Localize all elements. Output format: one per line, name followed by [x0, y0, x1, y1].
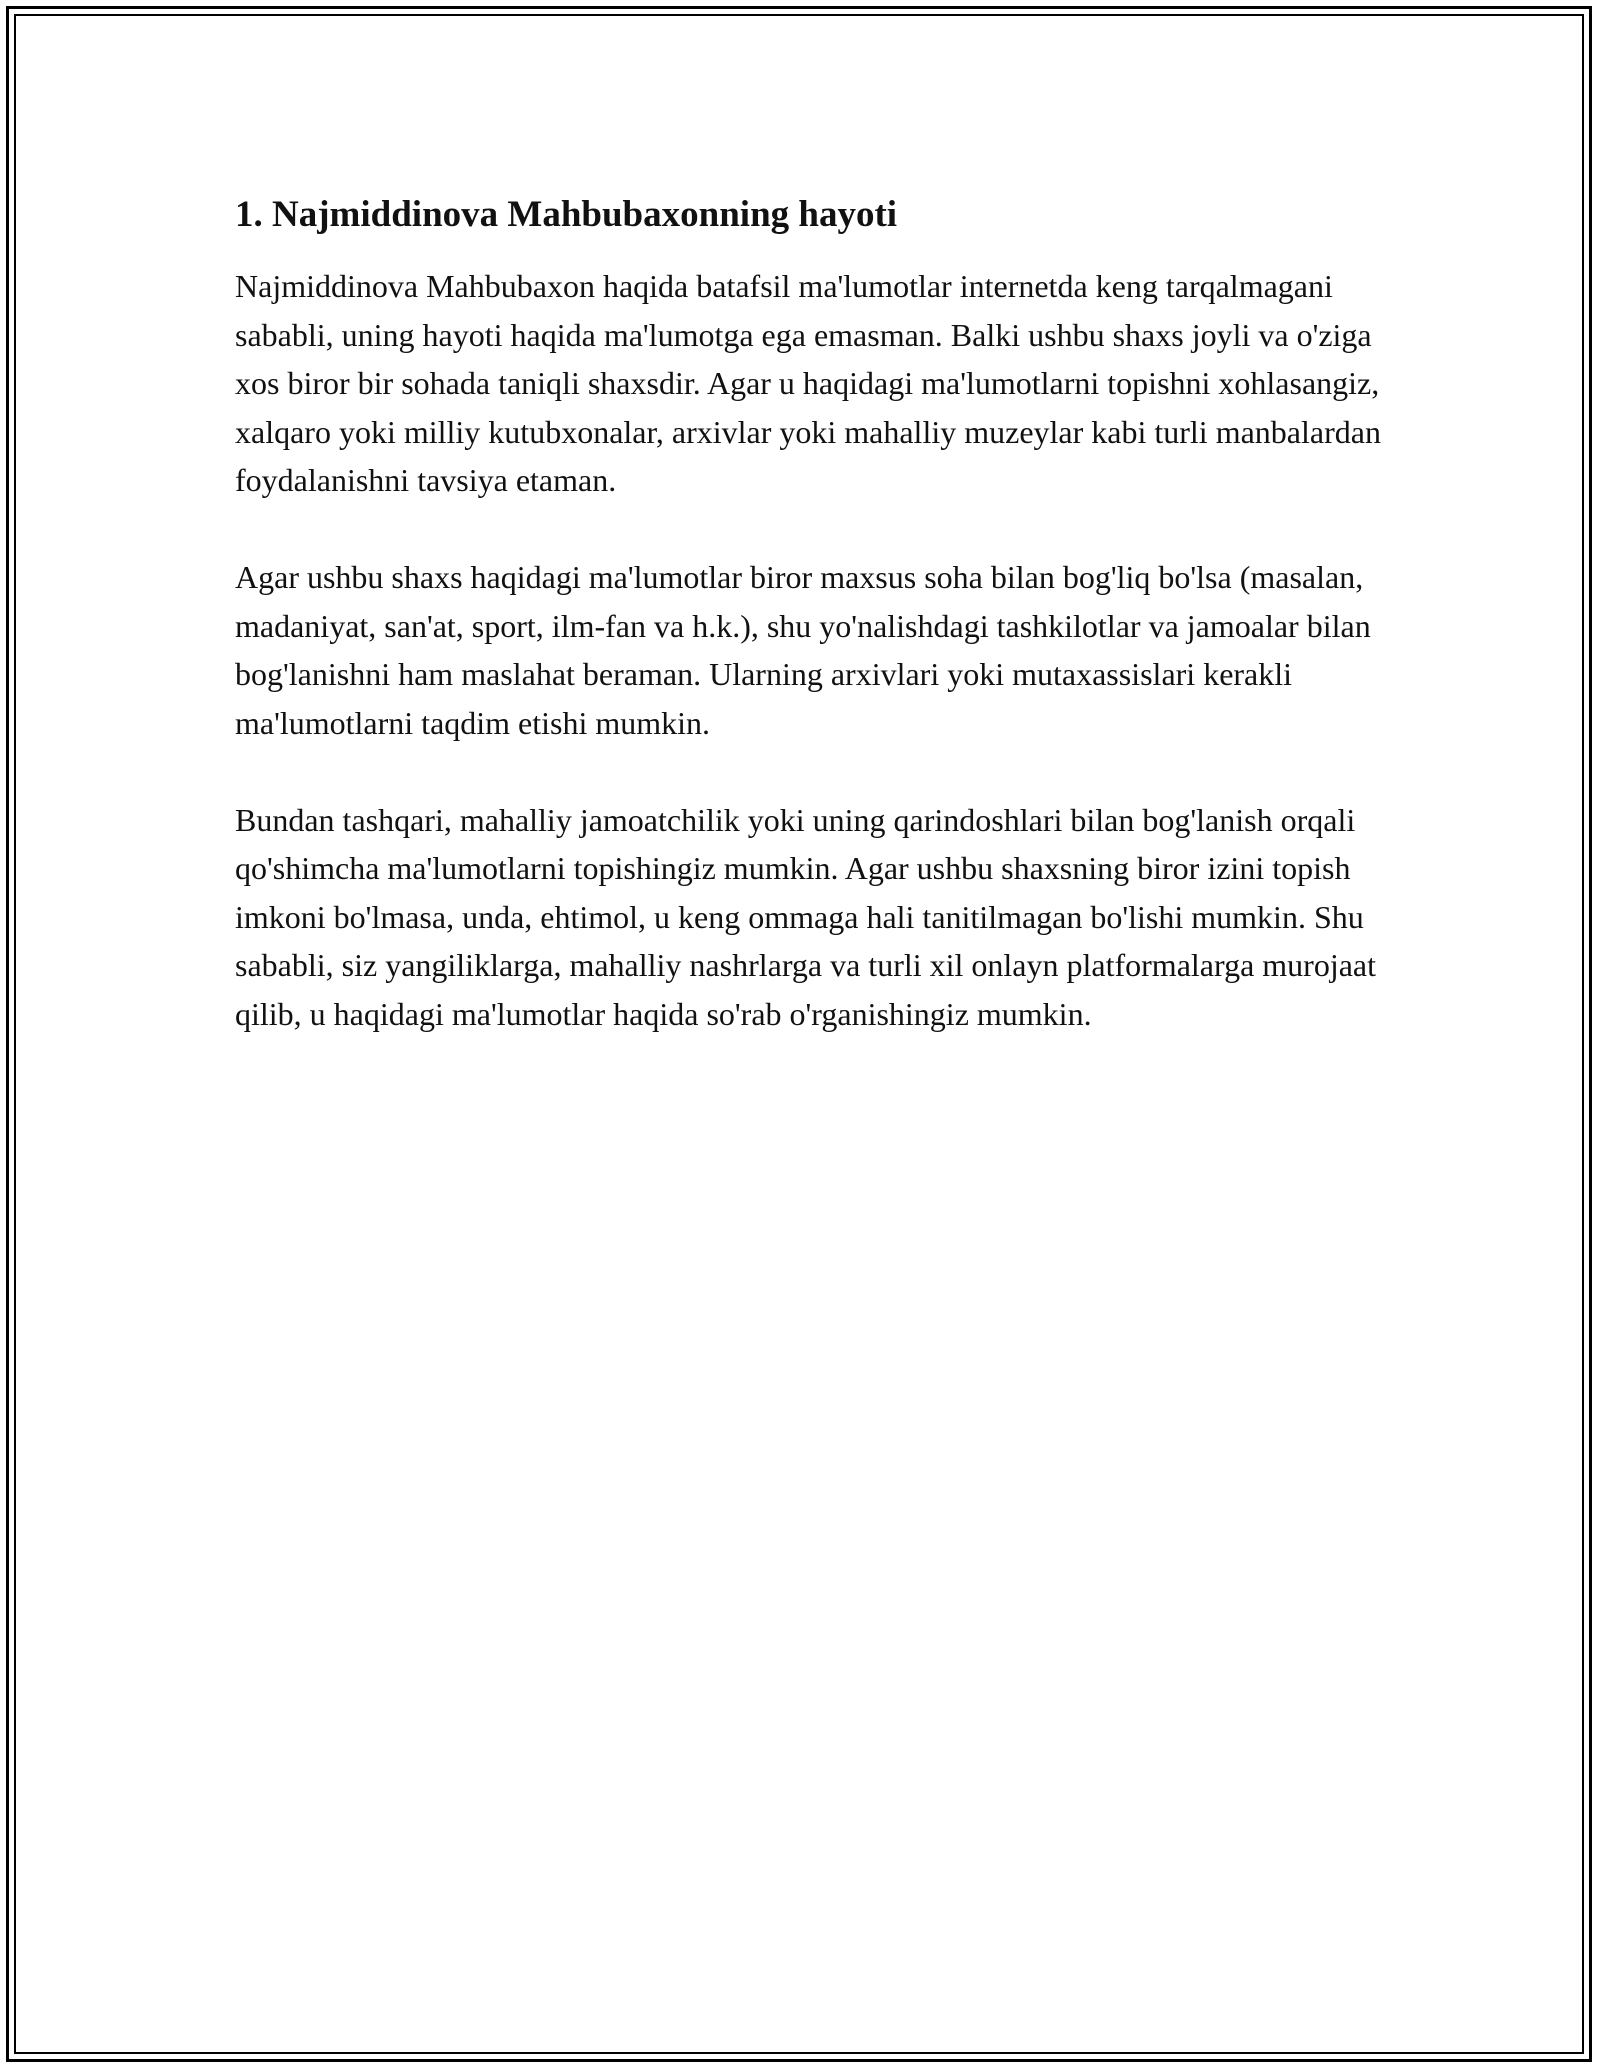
paragraph-3: Bundan tashqari, mahalliy jamoatchilik yoki uning qarindoshlari bilan bog'lanish orqali qo'shimcha ma'lumotlarni topishingiz mumkin. Agar ushbu shaxsning biror izini topish imkoni bo'lmasa, unda, ehtimol, u keng ommaga hali tanitilmagan bo'lishi mumkin. Shu sababli, siz yangiliklarga, mahalliy nashrlarga va turli xil onlayn platformalarga murojaat qilib, u haqidagi ma'lumotlar haqida so'rab o'rganishingiz mumkin.	[235, 801, 1376, 1032]
paragraph-2: Agar ushbu shaxs haqidagi ma'lumotlar biror maxsus soha bilan bog'liq bo'lsa (masalan, madaniyat, san'at, sport, ilm-fan va h.k.), shu yo'nalishdagi tashkilotlar va jamoalar bilan bog'lanishni ham maslahat beraman. Ularning arxivlari yoki mutaxassislari kerakli ma'lumotlarni taqdim etishi mumkin.	[235, 559, 1371, 741]
document-body	[235, 187, 1385, 1038]
section-heading: 1. Najmiddinova Mahbubaxonning hayoti	[235, 194, 898, 235]
paragraph-1: Najmiddinova Mahbubaxon haqida batafsil ma'lumotlar internetda keng tarqalmagani sababli, uning hayoti haqida ma'lumotga ega emasman. Balki ushbu shaxs joyli va o'ziga xos biror bir sohada taniqli shaxsdir. Agar u haqidagi ma'lumotlarni topishni xohlasangiz, xalqaro yoki milliy kutubxonalar, arxivlar yoki mahalliy muzeylar kabi turli manbalardan foydalanishni tavsiya etaman.	[235, 268, 1381, 498]
